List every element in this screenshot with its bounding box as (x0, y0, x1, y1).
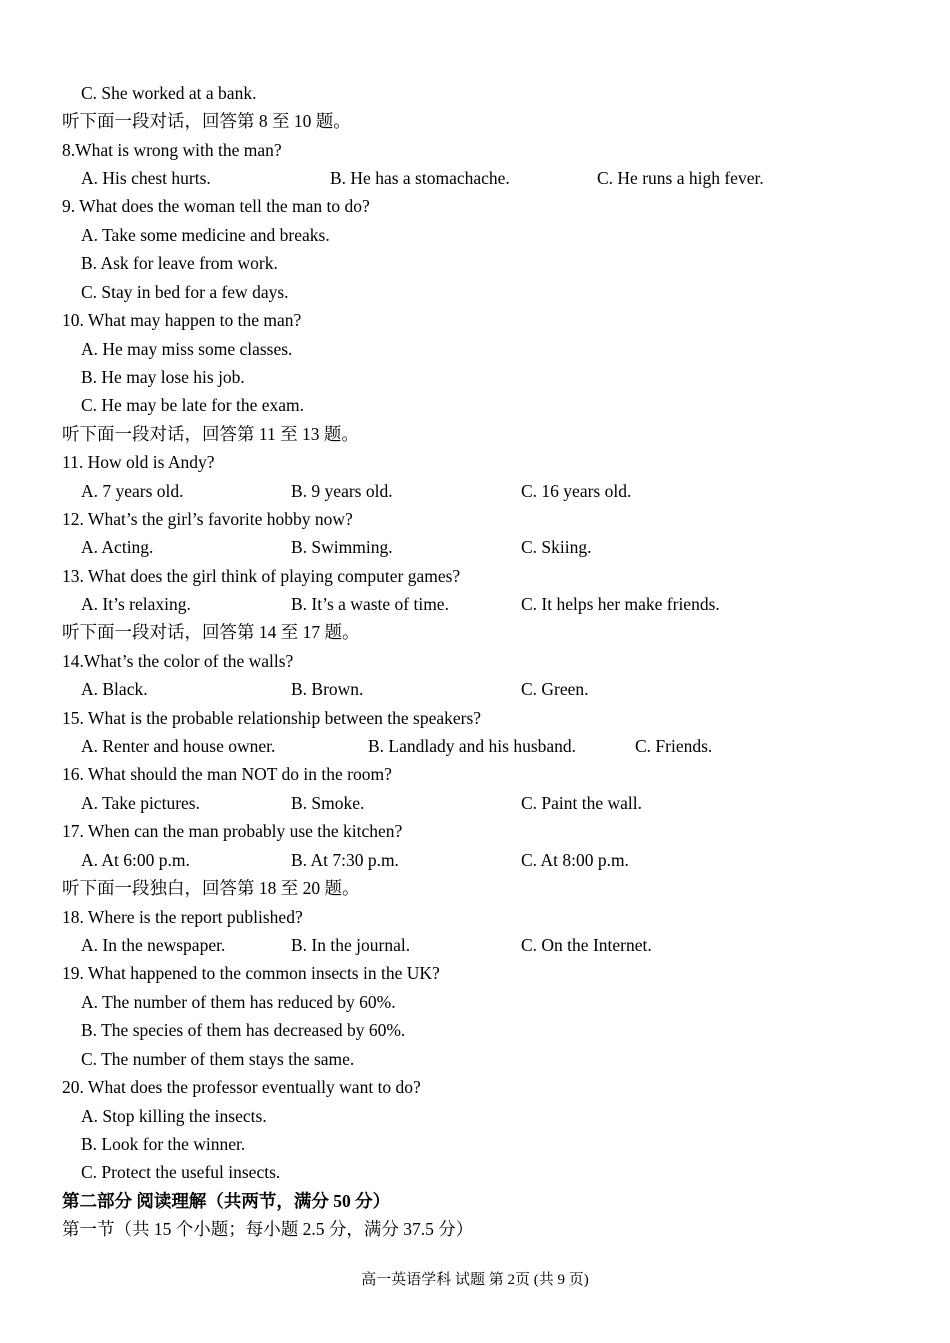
option-text: A. Stop killing the insects. (81, 1106, 267, 1126)
option-text: A. Black. (81, 679, 148, 699)
question-text: 17. When can the man probably use the kitchen? (62, 821, 403, 841)
question-text: 20. What does the professor eventually want to do? (62, 1077, 421, 1097)
option-text: C. Friends. (635, 736, 713, 756)
option-text: B. The species of them has decreased by 60%. (81, 1020, 406, 1040)
option-text: C. Protect the useful insects. (81, 1162, 281, 1182)
option-text: A. It’s relaxing. (81, 594, 191, 614)
option-text: C. Skiing. (521, 537, 592, 557)
section-instruction: 听下面一段对话，回答第 8 至 10 题。 (62, 111, 351, 131)
option-text: C. 16 years old. (521, 481, 632, 501)
option-text: B. Landlady and his husband. (368, 736, 577, 756)
option-text: C. It helps her make friends. (521, 594, 720, 614)
option-text: B. Brown. (291, 679, 364, 699)
option-text: C. At 8:00 p.m. (521, 850, 629, 870)
option-text: A. 7 years old. (81, 481, 184, 501)
question-text: 15. What is the probable relationship between the speakers? (62, 708, 482, 728)
option-text: A. His chest hurts. (81, 168, 211, 188)
option-text: C. She worked at a bank. (81, 83, 257, 103)
option-text: B. In the journal. (291, 935, 411, 955)
question-text: 8.What is wrong with the man? (62, 140, 282, 160)
option-text: A. The number of them has reduced by 60%. (81, 992, 396, 1012)
option-text: A. Take some medicine and breaks. (81, 225, 330, 245)
section-instruction: 听下面一段对话，回答第 11 至 13 题。 (62, 424, 359, 444)
option-text: A. At 6:00 p.m. (81, 850, 190, 870)
option-text: B. He has a stomachache. (330, 168, 510, 188)
question-text: 11. How old is Andy? (62, 452, 215, 472)
question-text: 13. What does the girl think of playing computer games? (62, 566, 461, 586)
section-heading: 第一节（共 15 个小题；每小题 2.5 分，满分 37.5 分） (62, 1219, 474, 1239)
page-footer: 高一英语学科 试题 第 2页 (共 9 页) (361, 1272, 589, 1288)
question-text: 10. What may happen to the man? (62, 310, 302, 330)
option-text: C. Stay in bed for a few days. (81, 282, 289, 302)
option-text: C. He runs a high fever. (597, 168, 764, 188)
question-text: 18. Where is the report published? (62, 907, 303, 927)
question-text: 9. What does the woman tell the man to do? (62, 196, 370, 216)
option-text: B. He may lose his job. (81, 367, 245, 387)
option-text: B. Swimming. (291, 537, 393, 557)
option-text: A. He may miss some classes. (81, 339, 293, 359)
option-text: A. Renter and house owner. (81, 736, 276, 756)
question-text: 19. What happened to the common insects in the UK? (62, 963, 440, 983)
option-text: C. Green. (521, 679, 589, 699)
question-text: 14.What’s the color of the walls? (62, 651, 294, 671)
option-text: A. In the newspaper. (81, 935, 226, 955)
option-text: C. He may be late for the exam. (81, 395, 305, 415)
option-text: C. Paint the wall. (521, 793, 643, 813)
option-text: B. Ask for leave from work. (81, 253, 278, 273)
section-instruction: 听下面一段独白，回答第 18 至 20 题。 (62, 878, 360, 898)
option-text: B. Smoke. (291, 793, 365, 813)
option-text: B. Look for the winner. (81, 1134, 246, 1154)
option-text: B. At 7:30 p.m. (291, 850, 399, 870)
option-text: B. 9 years old. (291, 481, 393, 501)
option-text: A. Take pictures. (81, 793, 200, 813)
section-instruction: 听下面一段对话，回答第 14 至 17 题。 (62, 622, 360, 642)
option-text: A. Acting. (81, 537, 154, 557)
option-text: C. On the Internet. (521, 935, 652, 955)
question-text: 12. What’s the girl’s favorite hobby now? (62, 509, 353, 529)
part-heading: 第二部分 阅读理解（共两节，满分 50 分） (62, 1191, 391, 1211)
option-text: C. The number of them stays the same. (81, 1049, 355, 1069)
option-text: B. It’s a waste of time. (291, 594, 449, 614)
question-text: 16. What should the man NOT do in the room? (62, 764, 392, 784)
